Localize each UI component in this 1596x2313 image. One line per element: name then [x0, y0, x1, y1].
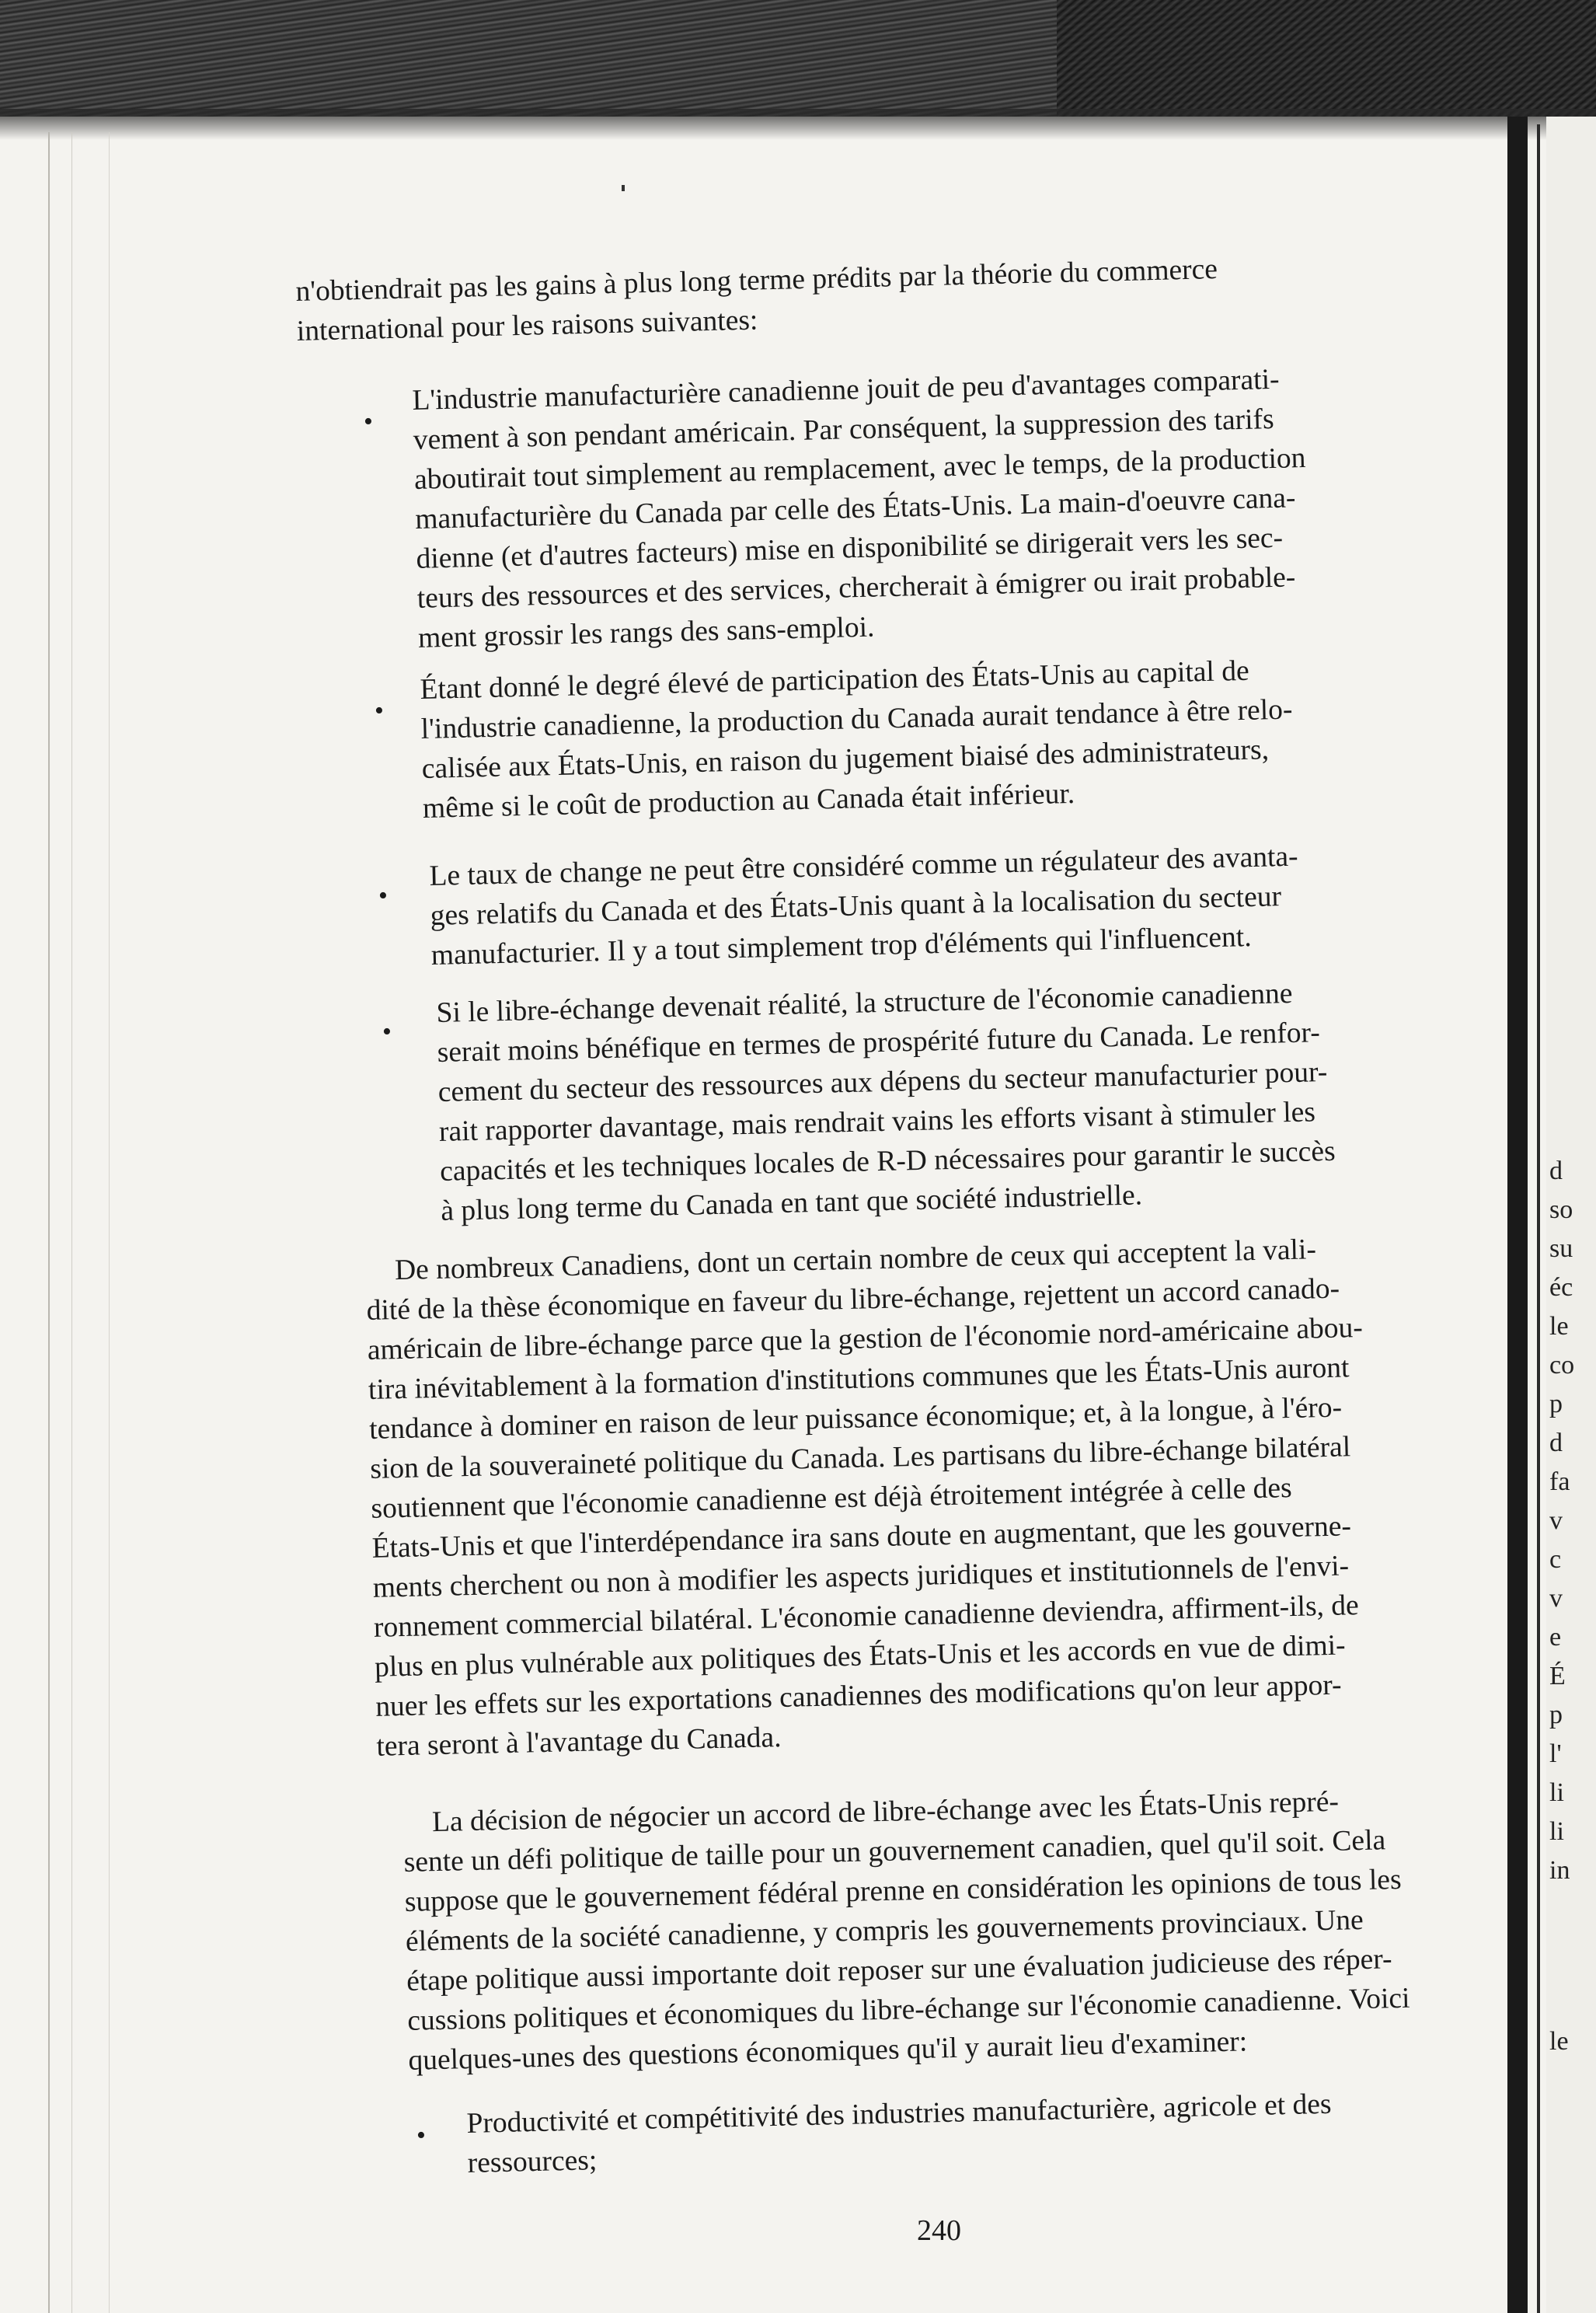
text-line: cussions politiques et économiques du libre-échange sur l'économie canadienne. Voici	[406, 1982, 1410, 2037]
text-line: Le taux de change ne peut être considéré comme un régulateur des avanta-	[429, 840, 1298, 892]
facing-page-text-fragment: su	[1549, 1234, 1573, 1263]
text-line: plus en plus vulnérable aux politiques des États-Unis et les accords en vue de dimi-	[374, 1629, 1346, 1683]
bullet-icon: •	[378, 881, 388, 910]
text-line: tira inévitablement à la formation d'institutions communes que les États-Unis auront	[368, 1352, 1350, 1406]
text-line: éléments de la société canadienne, y compris les gouvernements provinciaux. Une	[405, 1903, 1364, 1958]
text-line: manufacturière du Canada par celle des États-Unis. La main-d'oeuvre cana-	[414, 482, 1296, 536]
facing-page-text-fragment: d	[1549, 1156, 1563, 1185]
text-line: suppose que le gouvernement fédéral prenne en considération les opinions de tous les	[404, 1863, 1402, 1918]
facing-page-text-fragment: l'	[1549, 1739, 1562, 1768]
text-line: capacités et les techniques locales de R-D nécessaires pour garantir le succès	[439, 1135, 1336, 1188]
facing-page-text-fragment: co	[1549, 1351, 1575, 1380]
text-line: aboutirait tout simplement au remplacement, avec le temps, de la production	[413, 441, 1306, 496]
text-line: ment grossir les rangs des sans-emploi.	[417, 611, 875, 654]
text-line: Étant donné le degré élevé de participation des États-Unis au capital de	[420, 654, 1250, 706]
bullet-text	[466, 2084, 1333, 2183]
text-line: Productivité et compétitivité des industries manufacturière, agricole et des	[466, 2088, 1332, 2140]
facing-page-text-fragment: in	[1549, 1856, 1570, 1885]
facing-page-text-fragment: c	[1549, 1545, 1562, 1574]
text-line: sente un défi politique de taille pour un gouvernement canadien, quel qu'il soit. Cela	[403, 1824, 1386, 1879]
text-line: ments cherchent ou non à modifier les aspects juridiques et institutionnels de l'envi-	[372, 1550, 1350, 1604]
bullet-icon: •	[382, 1017, 392, 1046]
bullet-icon: •	[416, 2121, 426, 2150]
text-line: à plus long terme du Canada en tant que société industrielle.	[440, 1179, 1143, 1227]
text-line: manufacturier. Il y a tout simplement trop d'éléments qui l'influencent.	[430, 921, 1253, 972]
text-line: même si le coût de production au Canada était inférieur.	[422, 777, 1075, 825]
bullet-icon: •	[364, 407, 373, 436]
bullet-text	[412, 359, 1310, 658]
text-line: L'industrie manufacturière canadienne jouit de peu d'avantages comparati-	[412, 363, 1280, 417]
facing-page-text-fragment: d	[1549, 1429, 1563, 1457]
text-line: La décision de négocier un accord de libre-échange avec les États-Unis repré-	[402, 1785, 1340, 1839]
facing-page-text-fragment: li	[1549, 1817, 1564, 1846]
text-line: serait moins bénéfique en termes de prospérité future du Canada. Le renfor-	[437, 1017, 1321, 1069]
facing-page-text-fragment: le	[1549, 1312, 1569, 1341]
facing-page-text-fragment: li	[1549, 1778, 1564, 1807]
facing-page-text-fragment: p	[1549, 1390, 1563, 1418]
body-paragraph	[365, 1226, 1480, 1767]
page-number: 240	[917, 2214, 961, 2247]
text-line: rait rapporter davantage, mais rendrait vains les efforts visant à stimuler les	[438, 1096, 1316, 1148]
bullet-icon: •	[375, 696, 384, 725]
text-line: tera seront à l'avantage du Canada.	[375, 1722, 782, 1763]
text-line: américain de libre-échange parce que la gestion de l'économie nord-américaine abou-	[367, 1311, 1364, 1366]
facing-page-text-fragment: éc	[1549, 1273, 1573, 1302]
facing-page-text-fragment: e	[1549, 1623, 1562, 1652]
text-line: dité de la thèse économique en faveur du libre-échange, rejettent un accord canado-	[366, 1272, 1340, 1327]
body-paragraph	[402, 1778, 1512, 2081]
text-line: ressources;	[467, 2144, 598, 2179]
text-line: calisée aux États-Unis, en raison du jugement biaisé des administrateurs,	[421, 734, 1270, 785]
text-line: soutiennent que l'économie canadienne est déjà étroitement intégrée à celle des	[371, 1472, 1293, 1525]
facing-page-text-fragment: É	[1549, 1662, 1566, 1690]
bullet-text	[420, 651, 1295, 829]
text-line: n'obtiendrait pas les gains à plus long terme prédits par la théorie du commerce	[295, 253, 1218, 308]
facing-page-text-fragment: p	[1549, 1701, 1563, 1729]
bullet-text	[436, 973, 1336, 1231]
text-line: cement du secteur des ressources aux dépens du secteur manufacturier pour-	[437, 1056, 1328, 1108]
intro-paragraph	[295, 243, 1462, 351]
text-line: sion de la souveraineté politique du Canada. Les partisans du libre-échange bilatéral	[369, 1431, 1351, 1485]
text-line: De nombreux Canadiens, dont un certain nombre de ceux qui acceptent la vali-	[365, 1233, 1317, 1287]
facing-page-text-fragment: so	[1549, 1195, 1573, 1224]
text-line: États-Unis et que l'interdépendance ira sans doute en augmentant, que les gouverne-	[371, 1510, 1352, 1565]
text-line: quelques-unes des questions économiques qu'il y aurait lieu d'examiner:	[408, 2025, 1248, 2077]
text-line: ges relatifs du Canada et des États-Unis quant à la localisation du secteur	[430, 881, 1282, 932]
text-line: Si le libre-échange devenait réalité, la structure de l'économie canadienne	[436, 977, 1293, 1029]
text-line: dienne (et d'autres facteurs) mise en disponibilité se dirigerait vers les sec-	[416, 522, 1284, 575]
facing-page-text-fragment: v	[1549, 1506, 1563, 1535]
text-line: tendance à dominer en raison de leur puissance économique; et, à la longue, à l'éro-	[368, 1391, 1343, 1446]
text-line: vement à son pendant américain. Par conséquent, la suppression des tarifs	[413, 403, 1275, 456]
facing-page-text-fragment: v	[1549, 1584, 1563, 1613]
facing-page-text-fragment: fa	[1549, 1467, 1570, 1496]
bullet-text	[429, 837, 1300, 975]
facing-page-text-fragment: le	[1549, 2027, 1569, 2056]
text-line: international pour les raisons suivantes:	[296, 304, 758, 347]
text-line: étape politique aussi importante doit reposer sur une évaluation judicieuse des réper-	[406, 1943, 1392, 1997]
text-line: l'industrie canadienne, la production du Canada aurait tendance à être relo-	[420, 693, 1293, 745]
text-line: nuer les effets sur les exportations canadiennes des modifications qu'on leur appor-	[375, 1669, 1342, 1723]
text-line: teurs des ressources et des services, chercherait à émigrer ou irait probable-	[416, 561, 1296, 615]
text-line: ronnement commercial bilatéral. L'économie canadienne deviendra, affirment-ils, de	[373, 1589, 1360, 1644]
